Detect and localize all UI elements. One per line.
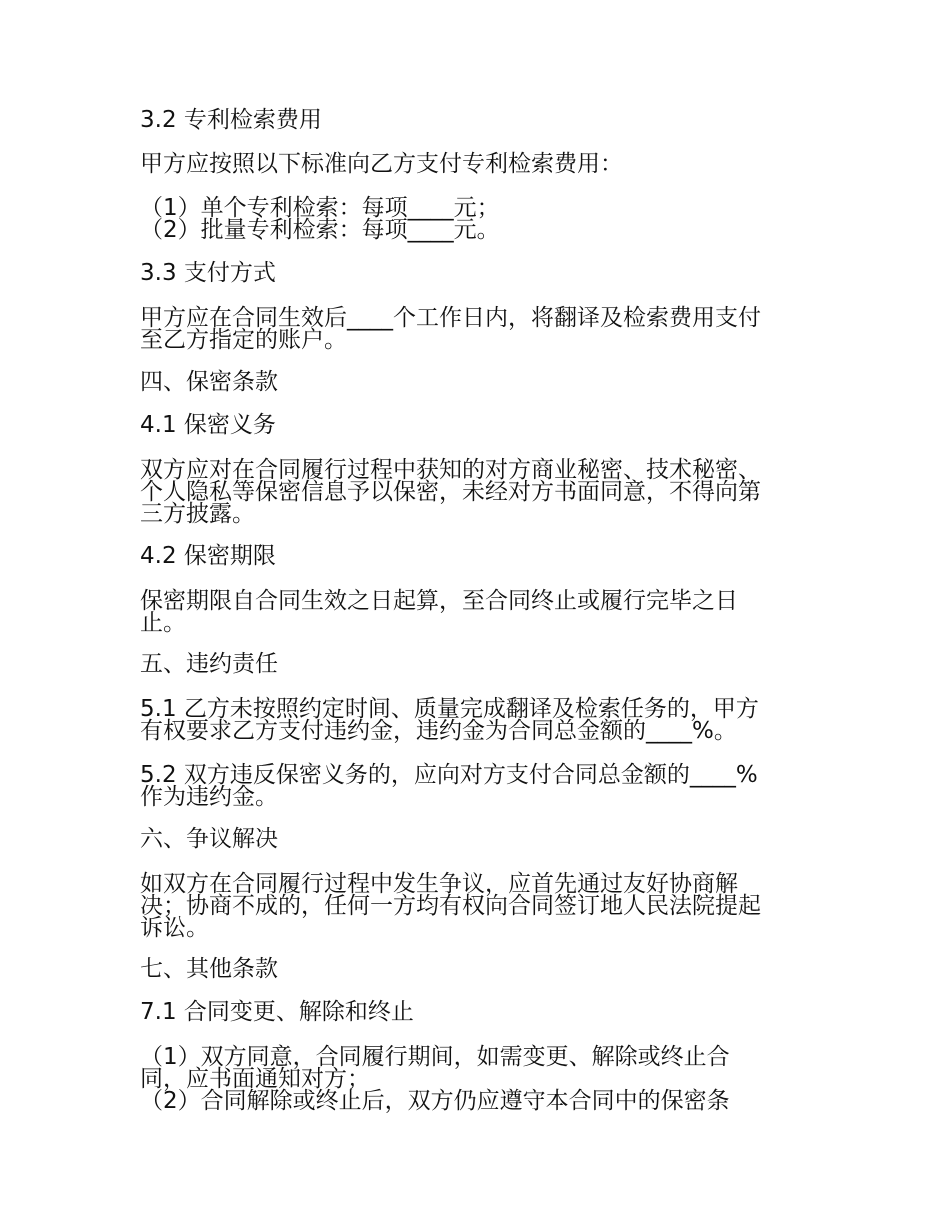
confidentiality-line-2: 个人隐私等保密信息予以保密，未经对方书面同意，不得向第 [140, 479, 761, 505]
term-line-1: 保密期限自合同生效之日起算，至合同终止或履行完毕之日 [140, 588, 738, 614]
dispute-line-2: 决；协商不成的，任何一方均有权向合同签订地人民法院提起 [140, 893, 761, 919]
section-5-heading: 五、违约责任 [140, 651, 278, 677]
other-terms-item-1-line-1: （1）双方同意，合同履行期间，如需变更、解除或终止合 [140, 1044, 730, 1070]
liability-5-1-line-2: 有权要求乙方支付违约金，违约金为合同总金额的____%。 [140, 718, 737, 744]
payment-text-line-2: 至乙方指定的账户。 [140, 327, 347, 353]
other-terms-item-1-line-2: 同，应书面通知对方； [140, 1066, 370, 1092]
section-4-1-heading: 4.1 保密义务 [140, 412, 276, 438]
liability-5-2-line-2: 作为违约金。 [140, 784, 278, 810]
document-page [140, 0, 820, 1230]
confidentiality-line-3: 三方披露。 [140, 501, 255, 527]
list-item-1: （1）单个专利检索：每项____元； [140, 195, 500, 221]
list-item-2: （2）批量专利检索：每项____元。 [140, 217, 500, 243]
liability-5-2-line-1: 5.2 双方违反保密义务的，应向对方支付合同总金额的____% [140, 762, 758, 788]
section-4-heading: 四、保密条款 [140, 369, 278, 395]
payment-text-line-1: 甲方应在合同生效后____个工作日内，将翻译及检索费用支付 [140, 305, 761, 331]
dispute-line-3: 诉讼。 [140, 915, 209, 941]
section-7-1-heading: 7.1 合同变更、解除和终止 [140, 999, 414, 1025]
section-7-heading: 七、其他条款 [140, 956, 278, 982]
other-terms-item-2-line-1: （2）合同解除或终止后，双方仍应遵守本合同中的保密条 [140, 1088, 730, 1114]
term-line-2: 止。 [140, 610, 186, 636]
section-3-3-heading: 3.3 支付方式 [140, 260, 276, 286]
liability-5-1-line-1: 5.1 乙方未按照约定时间、质量完成翻译及检索任务的，甲方 [140, 696, 759, 722]
section-6-heading: 六、争议解决 [140, 826, 278, 852]
section-4-2-heading: 4.2 保密期限 [140, 543, 276, 569]
section-3-2-intro: 甲方应按照以下标准向乙方支付专利检索费用： [140, 151, 623, 177]
section-3-2-heading: 3.2 专利检索费用 [140, 107, 322, 133]
dispute-line-1: 如双方在合同履行过程中发生争议，应首先通过友好协商解 [140, 871, 738, 897]
confidentiality-line-1: 双方应对在合同履行过程中获知的对方商业秘密、技术秘密、 [140, 457, 761, 483]
